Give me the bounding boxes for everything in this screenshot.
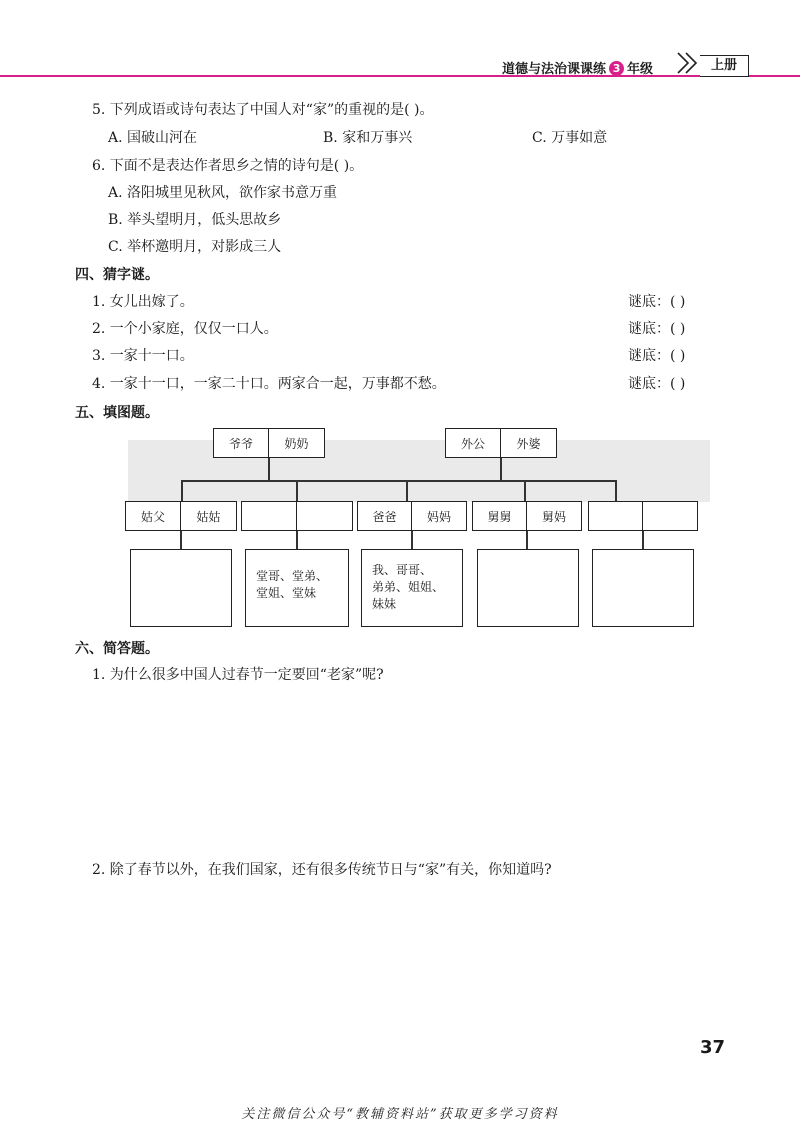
maternal-aunt-in-law-cell: 舅妈 (541, 509, 566, 524)
riddle-2: 2. 一个小家庭，仅仅一口人。 (92, 321, 278, 337)
connector-line (268, 458, 270, 480)
connector-line (642, 531, 644, 550)
riddle-3-answer: 谜底：( ) (628, 348, 686, 364)
couple-box-uncle (472, 501, 582, 531)
connector-line (406, 480, 616, 482)
connector-line (500, 458, 502, 480)
aunt-cell: 姑姑 (196, 509, 221, 524)
question-5-option-c: C. 万事如意 (532, 130, 608, 146)
children-box-cousins (245, 549, 349, 627)
grade-number-badge: 3 (609, 61, 624, 76)
connector-line (411, 531, 413, 550)
connector-line (296, 531, 298, 550)
connector-line (524, 480, 526, 502)
double-chevron-icon (676, 50, 702, 76)
blank-cell (242, 502, 297, 530)
question-5-option-b: B. 家和万事兴 (323, 130, 413, 146)
question-6-option-b: B. 举头望明月，低头思故乡 (108, 212, 282, 228)
question-6-option-a: A. 洛阳城里见秋风，欲作家书意万重 (108, 185, 338, 201)
volume-tab: 上册 (700, 55, 749, 77)
connector-line (406, 480, 408, 502)
connector-line (180, 531, 182, 550)
connector-line (181, 480, 407, 482)
short-answer-question-1: 1. 为什么很多中国人过春节一定要回“老家”呢? (92, 667, 384, 683)
section-6-title: 六、简答题。 (75, 641, 159, 657)
connector-line (296, 480, 298, 502)
riddle-4-answer: 谜底：( ) (628, 376, 686, 392)
riddle-1: 1. 女儿出嫁了。 (92, 294, 194, 310)
couple-box-aunt (125, 501, 237, 531)
riddle-3: 3. 一家十一口。 (92, 348, 194, 364)
connector-line (526, 531, 528, 550)
children-box-me (361, 549, 463, 627)
section-4-title: 四、猜字谜。 (75, 267, 159, 283)
blank-cell (589, 502, 643, 530)
couple-box-blank-2 (588, 501, 698, 531)
couple-box-blank-1 (241, 501, 353, 531)
children-text: 堂哥、堂弟、 堂姐、堂妹 (256, 569, 329, 600)
header-title (502, 58, 653, 77)
page-number: 37 (700, 1037, 726, 1058)
short-answer-question-2: 2. 除了春节以外，在我们国家，还有很多传统节日与“家”有关，你知道吗? (92, 862, 552, 878)
question-6-option-c: C. 举杯邀明月，对影成三人 (108, 239, 282, 255)
children-box-uncle (477, 549, 579, 627)
grandfather-cell: 爷爷 (214, 429, 269, 457)
grade-label: 年级 (627, 62, 654, 77)
riddle-1-answer: 谜底：( ) (628, 294, 686, 310)
question-6-stem: 6. 下面不是表达作者思乡之情的诗句是( )。 (92, 158, 364, 174)
grandparents-paternal-box (213, 428, 325, 458)
question-5-stem: 5. 下列成语或诗句表达了中国人对“家”的重视的是( )。 (92, 102, 434, 118)
maternal-grandfather-cell: 外公 (446, 429, 501, 457)
mother-cell: 妈妈 (426, 509, 451, 524)
blank-cell (297, 502, 352, 530)
grandmother-cell: 奶奶 (284, 436, 309, 451)
father-cell: 爸爸 (358, 502, 412, 530)
maternal-grandmother-cell: 外婆 (516, 436, 541, 451)
children-box-aunt (130, 549, 232, 627)
question-5-option-a: A. 国破山河在 (108, 130, 198, 146)
footer-watermark: 关注微信公众号“教辅资料站”获取更多学习资料 (241, 1107, 559, 1122)
riddle-4: 4. 一家十一口，一家二十口。两家合一起，万事都不愁。 (92, 376, 446, 392)
children-box-blank (592, 549, 694, 627)
children-text: 我、哥哥、 弟弟、姐姐、 妹妹 (372, 563, 445, 611)
uncle-in-law-cell: 姑父 (126, 502, 181, 530)
riddle-2-answer: 谜底：( ) (628, 321, 686, 337)
connector-line (615, 480, 617, 502)
grandparents-maternal-box (445, 428, 557, 458)
section-5-title: 五、填图题。 (75, 405, 159, 421)
maternal-uncle-cell: 舅舅 (473, 502, 527, 530)
connector-line (181, 480, 183, 502)
couple-box-parents (357, 501, 467, 531)
blank-cell (643, 502, 697, 530)
subject-label: 道德与法治课课练 (502, 62, 607, 77)
